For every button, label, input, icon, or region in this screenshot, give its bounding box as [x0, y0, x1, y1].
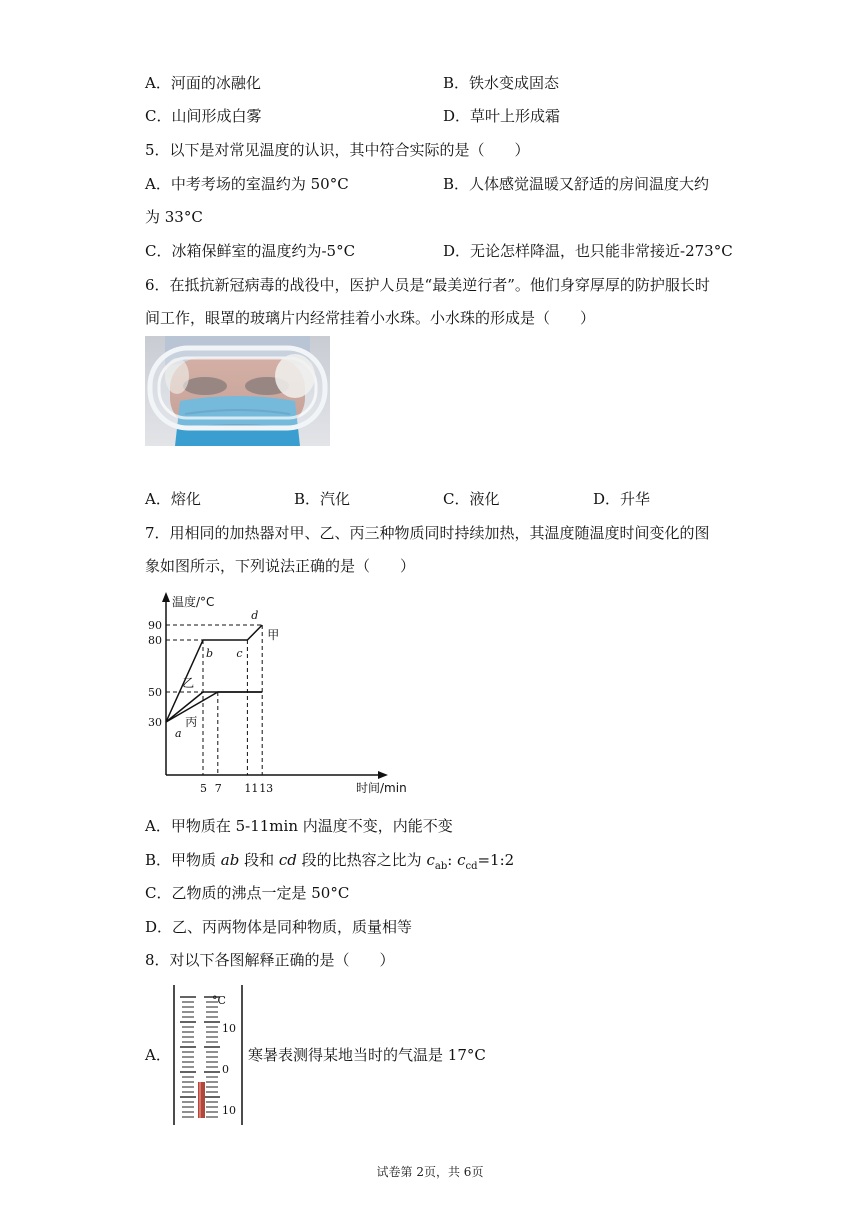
q8-option-a-text: 寒暑表测得某地当时的气温是 17°C [248, 1046, 486, 1064]
thermometer-tick-label-10-bottom: 10 [222, 1104, 236, 1117]
x-tick-label-7: 7 [214, 782, 222, 795]
q7-b-prefix: B．甲物质 [145, 851, 221, 869]
x-axis-label: 时间/min [356, 781, 407, 795]
q7-option-b [145, 850, 514, 877]
q7-b-colon: : [447, 851, 458, 869]
page-footer: 试卷第 2页，共 6页 [376, 1165, 484, 1179]
q7-option-c: C．乙物质的沸点一定是 50°C [145, 884, 350, 902]
series-name-label-2: 乙 [182, 676, 195, 690]
thermometer-unit: °C [212, 994, 226, 1007]
q7-b-sub1: ab [434, 861, 448, 872]
y-tick-label-30: 30 [148, 716, 162, 729]
q5-option-c: C．冰箱保鲜室的温度约为-5°C [145, 242, 356, 260]
q4-option-c: C．山间形成白雾 [145, 107, 262, 125]
q6-option-a: A．熔化 [145, 490, 201, 508]
q7-option-a: A．甲物质在 5-11min 内温度不变，内能不变 [145, 817, 453, 835]
q4-option-a: A．河面的冰融化 [145, 74, 261, 92]
q4-option-b: B．铁水变成固态 [443, 74, 560, 92]
thermometer-figure [170, 985, 245, 1125]
q5-option-b: B．人体感觉温暖又舒适的房间温度大约 [443, 175, 710, 193]
q6-option-d: D．升华 [593, 490, 651, 508]
q5-stem: 5．以下是对常见温度的认识，其中符合实际的是（ ） [145, 141, 530, 159]
thermometer-tick-label-10-top: 10 [222, 1022, 236, 1035]
y-tick-label-50: 50 [148, 686, 162, 699]
x-tick-label-13: 13 [259, 782, 274, 795]
point-label-a: a [175, 727, 182, 740]
temperature-time-graph [145, 590, 425, 805]
q6-option-b: B．汽化 [294, 490, 351, 508]
goggles-photo [145, 336, 330, 446]
x-tick-label-11: 11 [244, 782, 259, 795]
series-name-label-3: 丙 [185, 715, 198, 729]
q6-option-c: C．液化 [443, 490, 500, 508]
q7-b-ratio: =1:2 [477, 851, 515, 869]
y-tick-label-90: 90 [148, 619, 162, 632]
q7-b-ab: ab [220, 851, 240, 869]
q7-b-c1: c [426, 851, 435, 869]
q7-b-c2: c [457, 851, 466, 869]
q4-option-d: D．草叶上形成霜 [443, 107, 561, 125]
point-label-c: c [236, 647, 243, 660]
q6-stem-line2: 间工作，眼罩的玻璃片内经常挂着小水珠。小水珠的形成是（ ） [145, 309, 596, 327]
q8-stem: 8．对以下各图解释正确的是（ ） [145, 951, 395, 969]
q5-option-a: A．中考考场的室温约为 50°C [145, 175, 349, 193]
q6-stem-line1: 6．在抵抗新冠病毒的战役中，医护人员是“最美逆行者”。他们身穿厚厚的防护服长时 [145, 276, 710, 294]
q8-option-a-label: A． [145, 1046, 171, 1064]
x-tick-label-5: 5 [200, 782, 207, 795]
q7-b-cd: cd [278, 851, 297, 869]
point-label-d: d [251, 609, 259, 622]
y-tick-label-80: 80 [148, 634, 162, 647]
q7-option-d: D．乙、丙两物体是同种物质，质量相等 [145, 918, 413, 936]
y-axis-label: 温度/°C [172, 595, 215, 609]
thermometer-tick-label-0: 0 [222, 1063, 229, 1076]
q7-b-sub2: cd [465, 861, 478, 872]
q5-option-d: D．无论怎样降温，也只能非常接近-273°C [443, 242, 733, 260]
q7-b-mid: 段和 [239, 851, 279, 869]
q7-b-post: 段的比热容之比为 [296, 851, 427, 869]
q7-stem-line1: 7．用相同的加热器对甲、乙、丙三种物质同时持续加热，其温度随温度时间变化的图 [145, 524, 710, 542]
series-name-label-1: 甲 [267, 628, 280, 642]
point-label-b: b [206, 647, 214, 660]
graph-axes [162, 592, 388, 779]
q5-option-b-cont: 为 33°C [145, 208, 203, 226]
q7-stem-line2: 象如图所示，下列说法正确的是（ ） [145, 557, 416, 575]
